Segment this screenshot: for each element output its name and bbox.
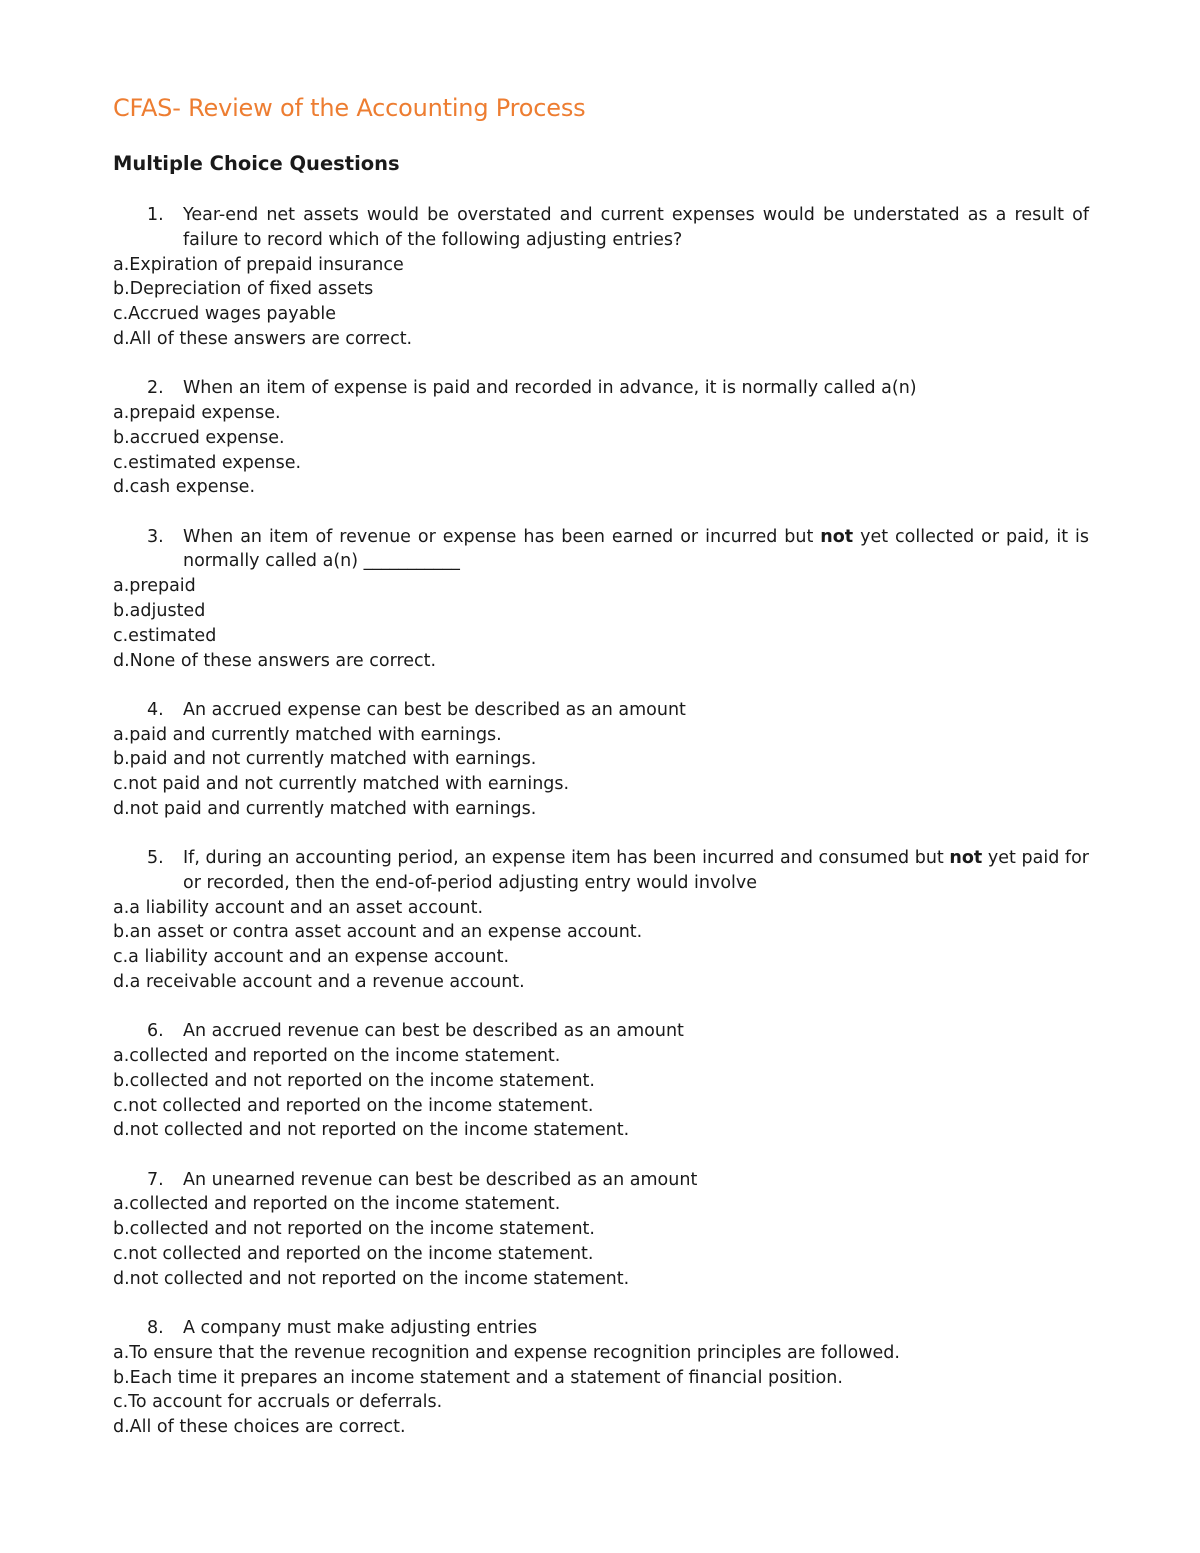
answer-choice: b.Depreciation of fixed assets — [113, 279, 374, 300]
question-text-part: Year-end net assets would be overstated and current expenses would be understated as a result of failure to record which of the following adjusting entries? — [183, 205, 1089, 250]
question-stem — [113, 1168, 1089, 1193]
answer-choice: d.cash expense. — [113, 477, 256, 498]
question-number-cell — [113, 376, 183, 401]
answer-choice: c.Accrued wages payable — [113, 304, 337, 325]
question-number: 1. — [147, 205, 164, 225]
answer-choice: b.Each time it prepares an income statement and a statement of financial position. — [113, 1367, 843, 1388]
question-number: 5. — [147, 848, 164, 869]
answer-choice: b.adjusted — [113, 600, 206, 621]
answer-choice: d.a receivable account and a revenue account. — [113, 972, 525, 993]
answer-choice: c.estimated expense. — [113, 452, 302, 473]
answer-choice: c.not collected and reported on the income statement. — [113, 1244, 594, 1265]
section-heading: Multiple Choice Questions — [113, 152, 400, 175]
question-text-part: A company must make adjusting entries — [183, 1318, 538, 1339]
question-number: 3. — [147, 526, 164, 547]
question-text-part: yet paid for or recorded, then the end-of-period adjusting entry would involve — [183, 848, 1089, 893]
answer-choice: c.not collected and reported on the income statement. — [113, 1095, 594, 1116]
question-item — [113, 1019, 1089, 1143]
answer-choice: a.To ensure that the revenue recognition and expense recognition principles are followed. — [113, 1342, 900, 1363]
question-text — [183, 376, 1089, 401]
question-stem — [113, 376, 1089, 401]
answer-choice: d.All of these answers are correct. — [113, 328, 413, 349]
question-text — [183, 525, 1089, 575]
answer-choice: a.Expiration of prepaid insurance — [113, 254, 404, 275]
question-number-cell — [113, 525, 183, 550]
answer-choice: b.accrued expense. — [113, 427, 285, 448]
question-item — [113, 203, 1089, 352]
question-item — [113, 1316, 1089, 1440]
question-number: 2. — [147, 378, 164, 399]
question-number: 4. — [147, 699, 164, 720]
answer-choice: a.a liability account and an asset account. — [113, 897, 484, 918]
answer-choice: d.not paid and currently matched with earnings. — [113, 798, 537, 819]
answer-choice: a.collected and reported on the income statement. — [113, 1194, 561, 1215]
question-item — [113, 1168, 1089, 1292]
question-item — [113, 376, 1089, 500]
question-stem — [113, 1019, 1089, 1044]
emphasis-text: not — [820, 526, 854, 547]
answer-choice: b.paid and not currently matched with earnings. — [113, 749, 537, 770]
question-stem — [113, 525, 1089, 575]
answer-choice: b.collected and not reported on the income statement. — [113, 1219, 595, 1240]
question-text — [183, 846, 1089, 896]
question-item — [113, 698, 1089, 822]
question-text-part: yet collected or paid, it is normally called a(n) ___________ — [183, 526, 1090, 572]
question-text-part: An unearned revenue can best be described as an amount — [183, 1169, 698, 1190]
question-text-part: An accrued expense can best be described as an amount — [183, 699, 686, 720]
question-number-cell — [113, 1316, 183, 1341]
question-number-cell — [113, 1168, 183, 1193]
question-item — [113, 846, 1089, 995]
question-stem — [113, 1316, 1089, 1341]
question-text-part: If, during an accounting period, an expense item has been incurred and consumed but — [183, 848, 950, 869]
question-number-cell — [113, 698, 183, 723]
question-text — [183, 698, 1089, 723]
question-text — [183, 203, 1089, 253]
question-number: 6. — [147, 1021, 164, 1042]
question-text — [183, 1019, 1089, 1044]
emphasis-text: not — [949, 848, 983, 869]
answer-choice: a.collected and reported on the income statement. — [113, 1046, 561, 1067]
answer-choice: d.All of these choices are correct. — [113, 1417, 406, 1438]
document-title: CFAS- Review of the Accounting Process — [113, 94, 586, 122]
answer-choice: a.prepaid expense. — [113, 402, 281, 423]
question-stem — [113, 203, 1089, 253]
question-text-part: When an item of revenue or expense has been earned or incurred but — [183, 526, 821, 547]
answer-choice: c.not paid and not currently matched with earnings. — [113, 774, 570, 795]
answer-choice: c.To account for accruals or deferrals. — [113, 1392, 443, 1413]
answer-choice: c.a liability account and an expense account. — [113, 947, 510, 968]
question-text-part: When an item of expense is paid and recorded in advance, it is normally called a(n) — [183, 378, 917, 399]
answer-choice: d.not collected and not reported on the income statement. — [113, 1268, 630, 1289]
answer-choice: a.prepaid — [113, 576, 196, 597]
question-text — [183, 1316, 1089, 1341]
question-number-cell — [113, 203, 183, 228]
question-stem — [113, 846, 1089, 896]
answer-choice: a.paid and currently matched with earnings. — [113, 724, 502, 745]
answer-choice: d.not collected and not reported on the income statement. — [113, 1120, 630, 1141]
answer-choice: b.an asset or contra asset account and an expense account. — [113, 922, 643, 943]
question-number-cell — [113, 1019, 183, 1044]
question-text — [183, 1168, 1089, 1193]
question-number: 7. — [147, 1169, 164, 1190]
question-list — [113, 203, 1089, 1440]
question-stem — [113, 698, 1089, 723]
question-item — [113, 525, 1089, 674]
question-text-part: An accrued revenue can best be described as an amount — [183, 1021, 684, 1042]
answer-choice: c.estimated — [113, 625, 217, 646]
answer-choice: d.None of these answers are correct. — [113, 650, 437, 671]
answer-choice: b.collected and not reported on the income statement. — [113, 1070, 595, 1091]
question-number: 8. — [147, 1318, 164, 1339]
question-number-cell — [113, 846, 183, 871]
